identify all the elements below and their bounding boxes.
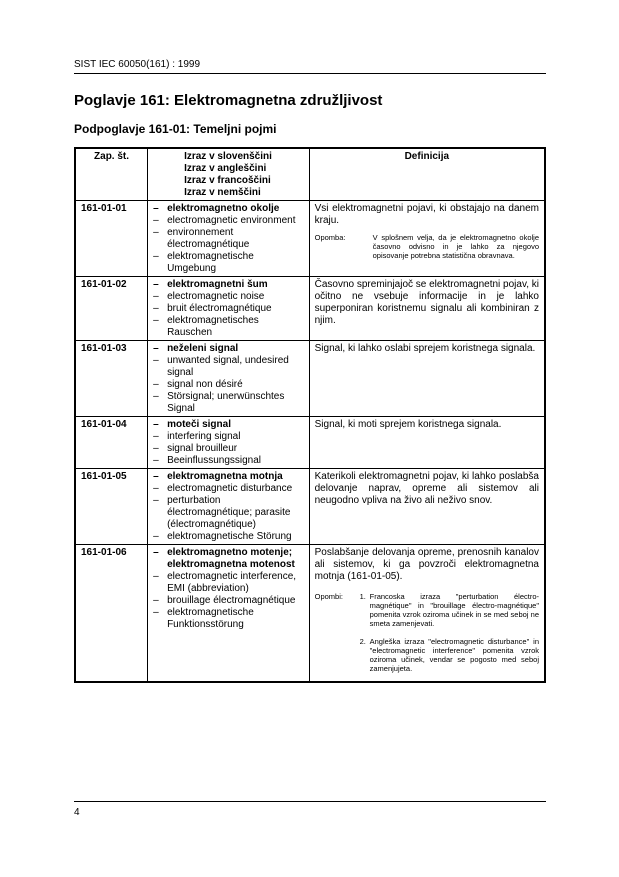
definition-text: Časovno spreminjajoč se elektromagnetni pojav, ki očitno ne vsebuje informacije in je lahko superponiran koristnemu signalu ali kombiniran z njim. [314, 279, 539, 326]
term-slovenian: – neželeni signal [153, 343, 304, 355]
definition-text: Signal, ki lahko oslabi sprejem koristnega signala. [314, 343, 536, 354]
term-french: – environnement électromagnétique [153, 227, 304, 251]
entry-number: 161-01-03 [75, 341, 148, 417]
entry-number: 161-01-02 [75, 277, 148, 341]
note-label: Opomba: [314, 233, 346, 242]
definition-text: Signal, ki moti sprejem koristnega signala. [314, 419, 502, 430]
definition-cell [309, 341, 545, 417]
term-german: – Beeinflussungssignal [153, 455, 304, 467]
term-slovenian: – elektromagnetni šum [153, 279, 304, 291]
term-list-cell [148, 201, 310, 277]
header-entry-number: Zap. št. [75, 148, 148, 201]
term-french: – signal brouilleur [153, 443, 304, 455]
term-list-cell [148, 341, 310, 417]
term-english: – electromagnetic interference, EMI (abbreviation) [153, 571, 304, 595]
term-list-cell [148, 417, 310, 469]
term-english: – interfering signal [153, 431, 304, 443]
note-text: Angleška izraza "electromagnetic disturbance" in "electromagnetic interference" pomenita vzrok oziroma učinek, vendar se pogosto med seboj zamenjujeta. [369, 637, 539, 673]
table-header-row [75, 148, 545, 201]
note-item [360, 592, 539, 628]
term-french: – brouillage électromagnétique [153, 595, 304, 607]
term-slovenian: – elektromagnetno motenje; elektromagnetna motenost [153, 547, 304, 571]
header-definition: Definicija [309, 148, 545, 201]
term-german: – elektromagnetische Funktionsstörung [153, 607, 304, 631]
note-number: 2. [359, 637, 366, 646]
header-terms [148, 148, 310, 201]
note [315, 233, 539, 260]
term-german: – elektromagnetische Umgebung [153, 251, 304, 275]
entry-number: 161-01-06 [75, 545, 148, 683]
terms-table [74, 147, 546, 683]
definition-cell [309, 469, 545, 545]
entry-number: 161-01-04 [75, 417, 148, 469]
subchapter-title: Podpoglavje 161-01: Temeljni pojmi [74, 122, 277, 136]
header-term-slovenian: Izraz v slovenščini [184, 151, 272, 162]
note-number: 1. [359, 592, 366, 601]
term-german: – elektromagnetisches Rauschen [153, 315, 304, 339]
entry-number: 161-01-05 [75, 469, 148, 545]
term-english: – electromagnetic environment [153, 215, 304, 227]
term-german: – Störsignal; unerwünschtes Signal [153, 391, 304, 415]
note-text: Francoska izraza "perturbation électro-magnétique" in "brouillage électro-magnétique" pomenita vzrok oziroma učinek in se med seboj ne smeta zamenjevati. [369, 592, 539, 628]
notes-list [360, 592, 539, 673]
header-rule [74, 73, 546, 74]
table-row [75, 417, 545, 469]
term-slovenian: – moteči signal [153, 419, 304, 431]
notes-label: Opombi: [314, 592, 343, 601]
term-german: – elektromagnetische Störung [153, 531, 304, 543]
note-item [360, 637, 539, 673]
table-row [75, 201, 545, 277]
term-list-cell [148, 277, 310, 341]
term-slovenian: – elektromagnetna motnja [153, 471, 304, 483]
page-number: 4 [74, 807, 80, 818]
term-french: – signal non désiré [153, 379, 304, 391]
footer-rule [74, 801, 546, 802]
term-french: – perturbation électromagnétique; parasite (électromagnétique) [153, 495, 304, 531]
header-term-french: Izraz v francoščini [184, 175, 271, 186]
note-text: V splošnem velja, da je elektromagnetno okolje časovno odvisno in je lahko za njegovo opisovanje potrebna statistična obravnava. [372, 233, 539, 260]
definition-cell [309, 201, 545, 277]
term-french: – bruit électromagnétique [153, 303, 304, 315]
term-slovenian: – elektromagnetno okolje [153, 203, 304, 215]
table-row [75, 341, 545, 417]
definition-text: Poslabšanje delovanja opreme, prenosnih kanalov ali sistemov, ki ga povzroči elektromagnetna motnja (161-01-05). [314, 547, 539, 582]
term-english: – electromagnetic disturbance [153, 483, 304, 495]
term-english: – electromagnetic noise [153, 291, 304, 303]
definition-cell [309, 545, 545, 683]
table-row [75, 469, 545, 545]
term-list-cell [148, 545, 310, 683]
table-row [75, 545, 545, 683]
header-term-english: Izraz v angleščini [184, 163, 267, 174]
document-standard-id: SIST IEC 60050(161) : 1999 [74, 59, 201, 70]
notes [315, 592, 539, 673]
chapter-title: Poglavje 161: Elektromagnetna združljivost [74, 92, 383, 109]
definition-text: Vsi elektromagnetni pojavi, ki obstajajo na danem kraju. [314, 203, 539, 226]
header-term-german: Izraz v nemščini [184, 187, 261, 198]
definition-cell [309, 417, 545, 469]
definition-cell [309, 277, 545, 341]
entry-number: 161-01-01 [75, 201, 148, 277]
table-row [75, 277, 545, 341]
term-list-cell [148, 469, 310, 545]
term-english: – unwanted signal, undesired signal [153, 355, 304, 379]
definition-text: Katerikoli elektromagnetni pojav, ki lahko poslabša delovanje naprav, opreme ali sistemov ali neugodno vpliva na živo ali neživo snov. [314, 471, 539, 506]
